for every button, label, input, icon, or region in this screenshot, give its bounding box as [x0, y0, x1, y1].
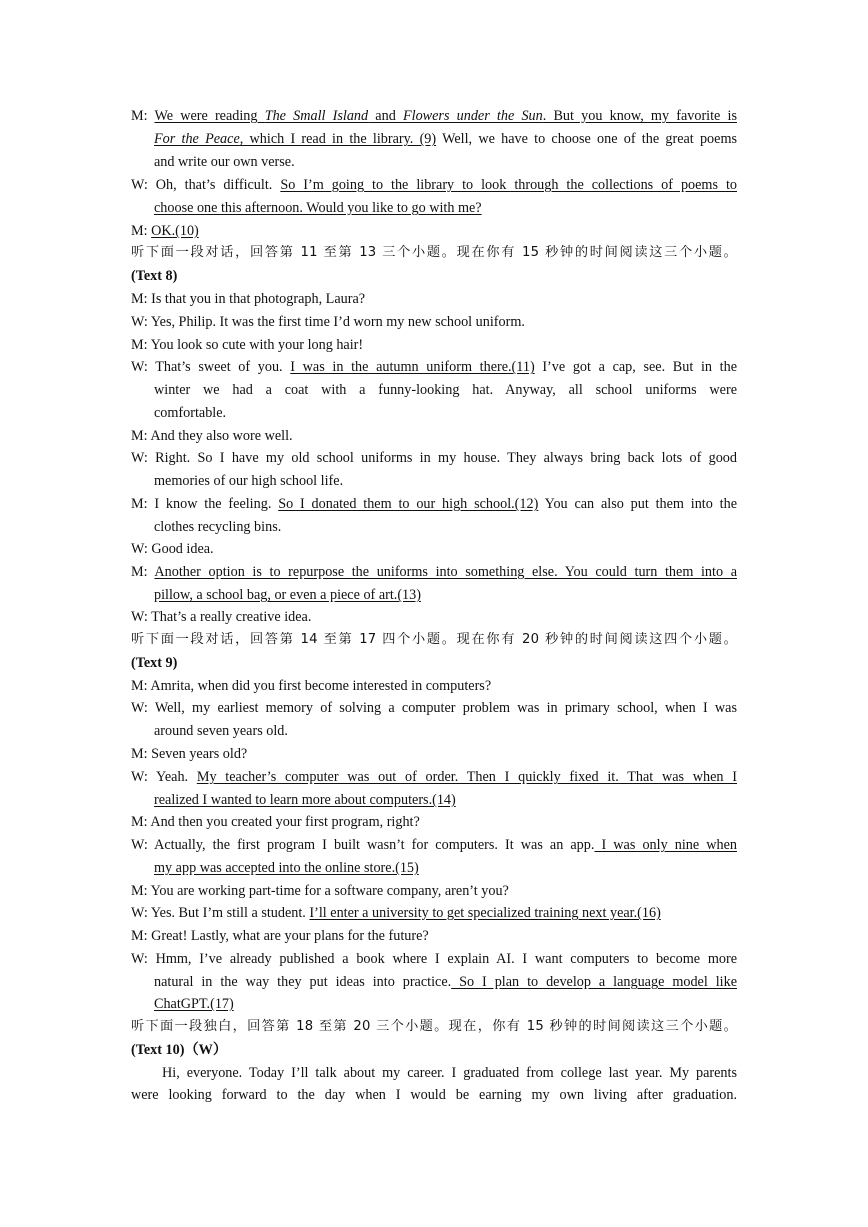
- transcript-line: [131, 220, 737, 242]
- text-segment: W: Hmm, I’ve already published a book where I explain AI. I want computers to become more: [131, 951, 737, 967]
- underlined-answer-text: Flowers under the Sun: [402, 108, 543, 124]
- transcript-line: [154, 197, 737, 219]
- transcript-line: [131, 606, 737, 628]
- transcript-line: [131, 697, 737, 719]
- underlined-answer-text: I was in the autumn uniform there.(11): [290, 359, 535, 375]
- text-segment: M:: [131, 564, 155, 580]
- text-segment: natural in the way they put ideas into practice.: [154, 974, 452, 990]
- transcript-line: [131, 1039, 737, 1061]
- underlined-answer-text: My teacher’s computer was out of order. Then I quickly fixed it. That was when I: [196, 769, 738, 785]
- instruction-line: [131, 1016, 737, 1038]
- text-segment: Hi, everyone. Today I’ll talk about my career. I graduated from college last year. My parents: [162, 1065, 737, 1081]
- underlined-answer-text: my app was accepted into the online store.(15): [154, 860, 419, 876]
- underlined-answer-text: realized I wanted to learn more about computers.(14): [154, 792, 456, 808]
- underlined-answer-text: ChatGPT.(17): [154, 996, 234, 1012]
- transcript-line: [131, 288, 737, 310]
- text-segment: M: You look so cute with your long hair!: [131, 337, 364, 353]
- text-segment: M: And then you created your first program, right?: [131, 814, 420, 830]
- text-segment: I’ve got a cap, see. But in the: [534, 359, 737, 375]
- transcript-line: [131, 493, 737, 515]
- text-segment: W: Actually, the first program I built wasn’t for computers. It was an app.: [131, 837, 595, 853]
- transcript-line: [131, 561, 737, 583]
- transcript-line: [131, 811, 737, 833]
- transcript-line: [154, 151, 737, 173]
- transcript-line: [154, 379, 737, 401]
- text-segment: winter we had a coat with a funny-looking hat. Anyway, all school uniforms were: [154, 382, 737, 398]
- transcript-line: [131, 105, 737, 127]
- text-segment: M: You are working part-time for a software company, aren’t you?: [131, 883, 509, 899]
- text-segment: comfortable.: [154, 405, 227, 421]
- text-segment: M: And they also wore well.: [131, 428, 293, 444]
- text-segment: around seven years old.: [154, 723, 288, 739]
- transcript-line: [131, 1062, 737, 1084]
- transcript-line: [131, 902, 737, 924]
- transcript-line: [131, 265, 737, 287]
- underlined-answer-text: and: [368, 108, 403, 124]
- text-segment: M: Is that you in that photograph, Laura?: [131, 291, 366, 307]
- transcript-line: [131, 766, 737, 788]
- text-segment: M:: [131, 223, 152, 239]
- transcript-line: [131, 675, 737, 697]
- text-segment: W: Yes. But I’m still a student.: [131, 905, 310, 921]
- underlined-answer-text: Another option is to repurpose the uniforms into something else. You could turn them into a: [154, 564, 737, 580]
- transcript-line: [154, 993, 737, 1015]
- underlined-answer-text: , which I read in the library. (9): [239, 131, 437, 147]
- transcript-line: [131, 948, 737, 970]
- transcript-line: [154, 516, 737, 538]
- underlined-answer-text: choose one this afternoon. Would you like to go with me?: [154, 200, 482, 216]
- transcript-line: [131, 174, 737, 196]
- underlined-answer-text: So I plan to develop a language model like: [451, 974, 737, 990]
- transcript-line: [131, 743, 737, 765]
- text-segment: (Text 9): [131, 655, 178, 671]
- transcript-line: [131, 425, 737, 447]
- text-segment: memories of our high school life.: [154, 473, 344, 489]
- text-segment: 听下面一段独白，回答第 18 至第 20 三个小题。现在，你有 15 秒钟的时间阅读这三个小题。: [131, 1019, 737, 1034]
- underlined-answer-text: pillow, a school bag, or even a piece of art.(13): [154, 587, 421, 603]
- transcript-line: [131, 538, 737, 560]
- text-segment: W: Yes, Philip. It was the first time I’d worn my new school uniform.: [131, 314, 525, 330]
- text-segment: 听下面一段对话，回答第 14 至第 17 四个小题。现在你有 20 秒钟的时间阅读这四个小题。: [131, 632, 737, 647]
- text-segment: Well, we have to choose one of the great poems: [436, 131, 738, 147]
- transcript-line: [131, 1084, 737, 1106]
- underlined-answer-text: I’ll enter a university to get specialized training next year.(16): [309, 905, 661, 921]
- underlined-answer-text: For the Peace: [154, 131, 240, 147]
- transcript-line: [131, 652, 737, 674]
- transcript-line: [154, 971, 737, 993]
- transcript-line: [154, 857, 737, 879]
- transcript-line: [154, 402, 737, 424]
- underlined-answer-text: So I’m going to the library to look through the collections of poems to: [280, 177, 737, 193]
- text-segment: W: That’s sweet of you.: [131, 359, 291, 375]
- underlined-answer-text: . But you know, my favorite is: [542, 108, 737, 124]
- underlined-answer-text: OK.(10): [151, 223, 199, 239]
- transcript-line: [154, 584, 737, 606]
- text-segment: W: Good idea.: [131, 541, 214, 557]
- text-segment: were looking forward to the day when I would be earning my own living after graduation.: [131, 1087, 737, 1103]
- underlined-answer-text: We were reading: [154, 108, 265, 124]
- text-segment: W: Well, my earliest memory of solving a computer problem was in primary school, when I was: [131, 700, 737, 716]
- transcript-line: [131, 356, 737, 378]
- text-segment: M: Amrita, when did you first become interested in computers?: [131, 678, 492, 694]
- transcript-line: [131, 311, 737, 333]
- text-segment: W: That’s a really creative idea.: [131, 609, 312, 625]
- text-segment: W: Oh, that’s difficult.: [131, 177, 281, 193]
- transcript-line: [154, 720, 737, 742]
- underlined-answer-text: So I donated them to our high school.(12): [278, 496, 539, 512]
- instruction-line: [131, 242, 737, 264]
- transcript-line: [131, 880, 737, 902]
- transcript-line: [131, 447, 737, 469]
- text-segment: M: Great! Lastly, what are your plans for the future?: [131, 928, 429, 944]
- text-segment: clothes recycling bins.: [154, 519, 282, 535]
- underlined-answer-text: The Small Island: [264, 108, 369, 124]
- transcript-line: [131, 334, 737, 356]
- text-segment: 听下面一段对话，回答第 11 至第 13 三个小题。现在你有 15 秒钟的时间阅读这三个小题。: [131, 245, 737, 260]
- underlined-answer-text: I was only nine when: [594, 837, 737, 853]
- text-segment: M: Seven years old?: [131, 746, 248, 762]
- text-segment: M: I know the feeling.: [131, 496, 279, 512]
- text-segment: (Text 8): [131, 268, 178, 284]
- transcript-line: [154, 470, 737, 492]
- text-segment: You can also put them into the: [538, 496, 738, 512]
- transcript-line: [131, 834, 737, 856]
- text-segment: W: Right. So I have my old school uniforms in my house. They always bring back lots of good: [131, 450, 737, 466]
- transcript-line: [131, 925, 737, 947]
- transcript-line: [154, 789, 737, 811]
- transcript-line: [154, 128, 737, 150]
- text-segment: M:: [131, 108, 155, 124]
- text-segment: W: Yeah.: [131, 769, 197, 785]
- instruction-line: [131, 629, 737, 651]
- text-segment: (Text 10)（W）: [131, 1042, 228, 1058]
- text-segment: and write our own verse.: [154, 154, 295, 170]
